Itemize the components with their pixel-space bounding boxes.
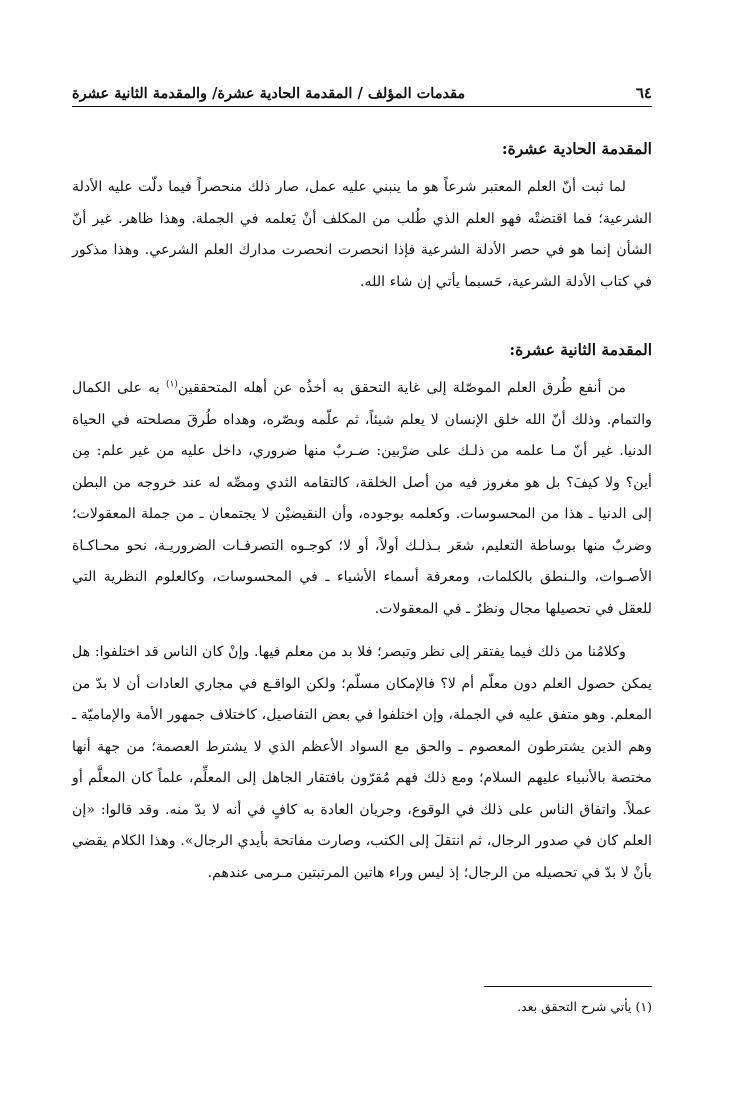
paragraph-text-after-ref: به على الكمال والتمام. وذلك أنّ الله خلق الإنسان لا يعلم شيئاً، ثم علّمه وبصّره، وهداه طُرقَ مصلحته في الحياة الدنيا. غير أنّ مـا علمه من ذلـك على ضرْبين: ضـربٌ منها ضروري، داخل عليه من غير علم: مِن أين؟ ولا كيفَ؟ بل هو مغروز فيه من أصل الخلقة، كالتقامه الثدي ومصِّه له عند خروجه من البطن إلى الدنيا ـ هذا من المحسوسات. وكعلمه بوجوده، وأن النقيضيْن لا يجتمعان ـ من جملة المعقولات؛ وضربٌ منها بوساطة التعليم، شعَر بـذلـك أولاً، أو لا؛ كوجـوه التصرفـات الضروريـة، نحو محـاكـاة الأصـوات، والـنطق بالكلمات، ومعرفة أسماء الأشياء ـ في المحسوسات، وكالعلوم النظرية التي للعقل في تحصيلها مجال ونظرٌ ـ في المعقولات. (72, 380, 652, 617)
footnote-reference: (١) (165, 379, 178, 390)
footnote-1: (١) يأتي شرح التحقق بعد. (517, 999, 652, 1014)
footnote-rule (484, 986, 652, 987)
running-title: مقدمات المؤلف / المقدمة الحادية عشرة/ والمقدمة الثانية عشرة (72, 84, 466, 102)
running-header (72, 84, 652, 107)
paragraph-twelfth-1 (72, 373, 652, 625)
page-number: ٦٤ (635, 84, 652, 102)
paragraph-twelfth-2: وكلامُنا من ذلك فيما يفتقر إلى نظر وتبصر؛ فلا بد من معلم فيها. وإنْ كان الناس قد اختلفوا: هل يمكن حصول العلم دون معلّم أم لا؟ فالإمكان مسلّم؛ ولكن الواقـع في مجاري العادات أن لا بدّ من المعلم. وهو متفق عليه في الجملة، وإن اختلفوا في بعض التفاصيل، كاختلاف جمهور الأمة والإماميّة ـ وهم الذين يشترطون المعصوم ـ والحق مع السواد الأعظم الذي لا يشترط العصمة؛ من جهة أنها مختصة بالأنبياء عليهم السلام؛ ومع ذلك فهم مُقرّون بافتقار الجاهل إلى المعلِّم، علماً كان المعلَّم أو عملاً. واتفاق الناس على ذلك في الوقوع، وجريان العادة به كافٍ في أنه لا بدّ منه. وقد قالوا: «إن العلم كان في صدور الرجال، ثم انتقلَ إلى الكتب، وصارت مفاتحة بأيدي الرجال». وهذا الكلام يقضي بأنْ لا بدّ في تحصيله من الرجال؛ إذ ليس وراء هاتين المرتبتين مـرمى عندهم. (72, 644, 652, 881)
section-heading-twelfth: المقدمة الثانية عشرة: (509, 340, 652, 359)
paragraph-eleventh: لما ثبت أنّ العلم المعتبر شرعاً هو ما ينبني عليه عمل، صار ذلك منحصراً فيما دلّت عليه الأدلة الشرعية؛ فما اقتضتْه فهو العلم الذي طُلب من المكلف أنْ يَعلمه في الجملة. وهذا ظاهر. غير أنّ الشأن إنما هو في حصر الأدلة الشرعية فإذا انحصرت انحصرت مدارك العلم الشرعي. وهذا مذكور في كتاب الأدلة الشرعية، حَسبما يأتي إن شاء الله. (72, 179, 652, 290)
section-heading-eleventh: المقدمة الحادية عشرة: (501, 139, 652, 158)
paragraph-text-before-ref: من أنفع طُرق العلم الموصّلة إلى غاية التحقق به أخذُه عن أهله المتحققين (177, 380, 626, 396)
footnotes (72, 986, 652, 1014)
book-page (72, 84, 652, 1104)
